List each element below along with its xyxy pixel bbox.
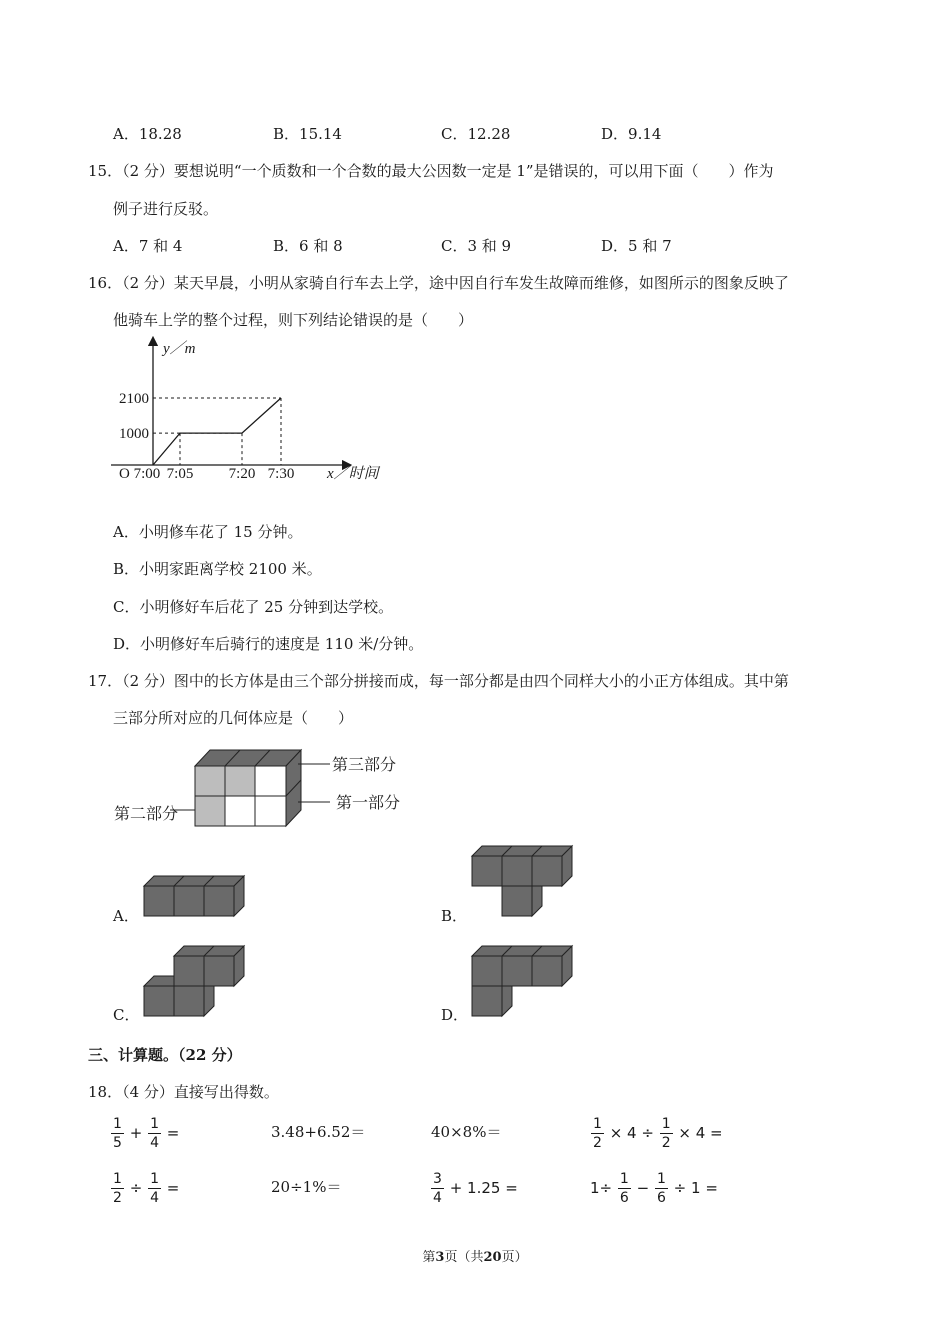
option-d: D．5 和 7: [601, 237, 672, 255]
option-d: D．小明修好车后骑行的速度是 110 米/分钟。: [113, 635, 424, 653]
x-tick-label: 7:30: [267, 466, 295, 482]
question-15-text-cont: 例子进行反驳。: [113, 200, 219, 218]
question-15-text: 15．（2 分）要想说明“一个质数和一个合数的最大公因数一定是 1”是错误的，可以用下面（ ）作为: [88, 162, 774, 180]
option-a: A．小明修车花了 15 分钟。: [113, 523, 303, 541]
expr-r1c3: 40×8%＝: [431, 1123, 502, 1141]
section-heading: 三、计算题。（22 分）: [88, 1046, 242, 1064]
question-16-text-cont: 他骑车上学的整个过程，则下列结论错误的是（ ）: [113, 311, 474, 329]
cuboid-figure: [108, 742, 418, 834]
y-tick-label: 2100: [119, 391, 149, 407]
option-a: A．18.28: [113, 125, 182, 143]
fraction: $\frac{1}{5}$: [113, 1116, 122, 1151]
fraction: $\frac{1}{4}$: [150, 1171, 159, 1206]
label-part-3: 第三部分: [332, 755, 397, 774]
fraction: $\frac{3}{4}$: [433, 1171, 442, 1206]
expr-r1c1: $\frac{1}{5}$ + $\frac{1}{4}$ =: [113, 1116, 180, 1151]
expr-r2c2: 20÷1%＝: [271, 1178, 342, 1196]
fraction: $\frac{1}{6}$: [656, 1171, 666, 1206]
expr-r2c1: $\frac{1}{2}$ ÷ $\frac{1}{4}$ =: [113, 1171, 180, 1206]
expr-r2c3: $\frac{3}{4}$ + 1.25 =: [433, 1171, 518, 1206]
question-17-text-cont: 三部分所对应的几何体应是（ ）: [113, 709, 354, 727]
option-c: C．小明修好车后花了 25 分钟到达学校。: [113, 598, 394, 616]
expr-r1c2: 3.48+6.52＝: [271, 1123, 366, 1141]
distance-time-graph: [105, 335, 405, 490]
option-c: C．12.28: [441, 125, 511, 143]
expr-r2c4: 1÷ $\frac{1}{6}$ − $\frac{1}{6}$ ÷ 1 =: [590, 1171, 718, 1206]
fraction: $\frac{1}{4}$: [150, 1116, 159, 1151]
fraction: $\frac{1}{2}$: [593, 1116, 602, 1151]
option-d: D．9.14: [601, 125, 662, 143]
expr-r1c4: $\frac{1}{2}$ × 4 ÷ $\frac{1}{2}$ × 4 =: [593, 1116, 723, 1151]
option-a: A．7 和 4: [113, 237, 183, 255]
y-axis-label: y／m: [163, 341, 196, 357]
option-a-label: A．: [113, 907, 139, 925]
option-c-label: C．: [113, 1006, 140, 1024]
x-axis-label: x／时间: [327, 466, 379, 482]
x-tick-label: 7:05: [166, 466, 194, 482]
option-b: B．6 和 8: [273, 237, 343, 255]
option-b: B．15.14: [273, 125, 342, 143]
option-b-shape: [466, 840, 580, 922]
question-18-text: 18．（4 分）直接写出得数。: [88, 1083, 279, 1101]
page-footer: 第3页（共20页）: [422, 1250, 528, 1265]
fraction: $\frac{1}{2}$: [661, 1116, 671, 1151]
question-16-text: 16．（2 分）某天早晨，小明从家骑自行车去上学，途中因自行车发生故障而维修，如图所示的图象反映了: [88, 274, 789, 292]
question-17-text: 17．（2 分）图中的长方体是由三个部分拼接而成，每一部分都是由四个同样大小的小正方体组成。其中第: [88, 672, 789, 690]
option-d-shape: [466, 940, 580, 1022]
option-b: B．小明家距离学校 2100 米。: [113, 560, 322, 578]
x-tick-label: 7:20: [228, 466, 256, 482]
origin-label: O 7:00: [119, 466, 161, 482]
fraction: $\frac{1}{2}$: [113, 1171, 122, 1206]
label-part-1: 第一部分: [336, 793, 401, 812]
distance-line: [153, 398, 281, 465]
option-c-shape: [138, 940, 252, 1022]
label-part-2: 第二部分: [114, 804, 179, 823]
option-b-label: B．: [441, 907, 468, 925]
fraction: $\frac{1}{6}$: [619, 1171, 629, 1206]
y-tick-label: 1000: [119, 426, 149, 443]
option-d-label: D．: [441, 1006, 469, 1024]
option-a-shape: [138, 870, 248, 922]
option-c: C．3 和 9: [441, 237, 512, 255]
